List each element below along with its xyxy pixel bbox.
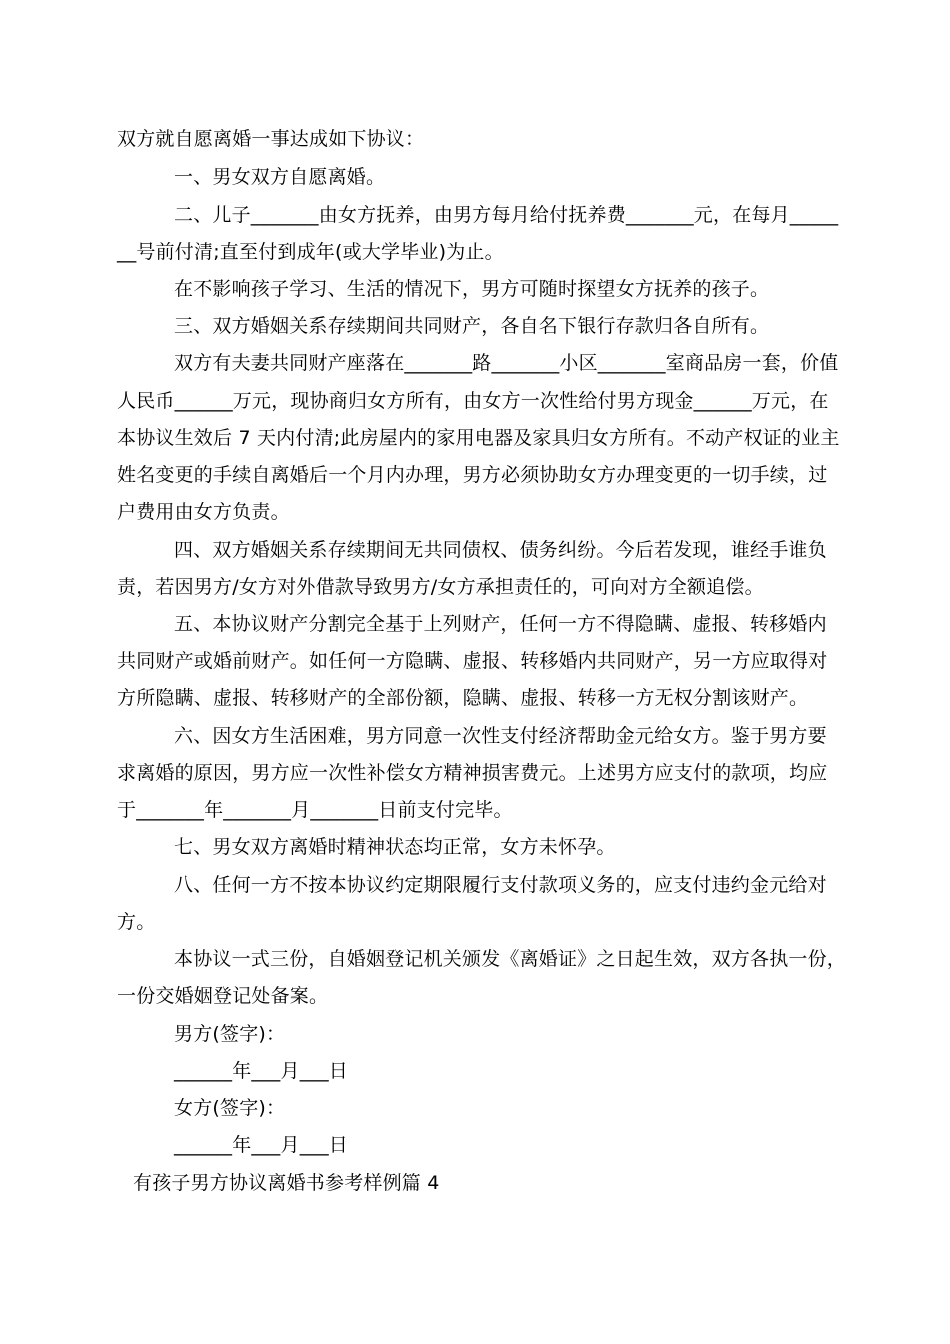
clause-6-line-1: 六、因女方生活困难，男方同意一次性支付经济帮助金元给女方。鉴于男方要 (174, 725, 827, 747)
male-signature-label: 男方(签字)： (174, 1023, 286, 1045)
female-signature-date: ______年___月___日 (174, 1134, 349, 1156)
copies-line-2: 一份交婚姻登记处备案。 (117, 985, 329, 1007)
copies-line-1: 本协议一式三份，自婚姻登记机关颁发《离婚证》之日起生效，双方各执一份， (174, 948, 847, 970)
intro-line: 双方就自愿离婚一事达成如下协议： (117, 128, 425, 150)
clause-5-line-2: 共同财产或婚前财产。如任何一方隐瞒、虚报、转移婚内共同财产，另一方应取得对 (117, 650, 828, 672)
clause-6-line-3: 于_______年_______月_______日前支付完毕。 (117, 799, 513, 821)
clause-4-line-1: 四、双方婚姻关系存续期间无共同债权、债务纠纷。今后若发现，谁经手谁负 (174, 539, 827, 561)
clause-1: 一、男女双方自愿离婚。 (174, 166, 386, 188)
clause-5-line-1: 五、本协议财产分割完全基于上列财产，任何一方不得隐瞒、虚报、转移婚内 (174, 613, 827, 635)
clause-3: 三、双方婚姻关系存续期间共同财产，各自名下银行存款归各自所有。 (174, 315, 770, 337)
clause-8-line-1: 八、任何一方不按本协议约定期限履行支付款项义务的，应支付违约金元给对 (174, 874, 827, 896)
clause-4-line-2: 责，若因男方/女方对外借款导致男方/女方承担责任的，可向对方全额追偿。 (117, 576, 764, 598)
property-line-4: 姓名变更的手续自离婚后一个月内办理，男方必须协助女方办理变更的一切手续，过 (117, 464, 828, 486)
next-section-title: 有孩子男方协议离婚书参考样例篇 4 (133, 1172, 440, 1194)
clause-6-line-2: 求离婚的原因，男方应一次性补偿女方精神损害费元。上述男方应支付的款项，均应 (117, 762, 828, 784)
property-line-1: 双方有夫妻共同财产座落在_______路_______小区_______室商品房一套，价值 (174, 352, 839, 374)
clause-2-line-2: __号前付清;直至付到成年(或大学毕业)为止。 (117, 241, 504, 263)
property-line-2: 人民币______万元，现协商归女方所有，由女方一次性给付男方现金______万元，在 (117, 390, 829, 412)
visitation-line: 在不影响孩子学习、生活的情况下，男方可随时探望女方抚养的孩子。 (174, 278, 770, 300)
clause-8-line-2: 方。 (117, 911, 156, 933)
female-signature-label: 女方(签字)： (174, 1097, 286, 1119)
property-line-3: 本协议生效后 7 天内付清;此房屋内的家用电器及家具归女方所有。不动产权证的业主 (117, 427, 840, 449)
clause-7: 七、男女双方离婚时精神状态均正常，女方未怀孕。 (174, 836, 616, 858)
property-line-5: 户费用由女方负责。 (117, 501, 290, 523)
male-signature-date: ______年___月___日 (174, 1060, 349, 1082)
clause-2-line-1: 二、儿子_______由女方抚养，由男方每月给付抚养费_______元，在每月_____ (174, 204, 839, 226)
clause-5-line-3: 方所隐瞒、虚报、转移财产的全部份额，隐瞒、虚报、转移一方无权分割该财产。 (117, 687, 809, 709)
